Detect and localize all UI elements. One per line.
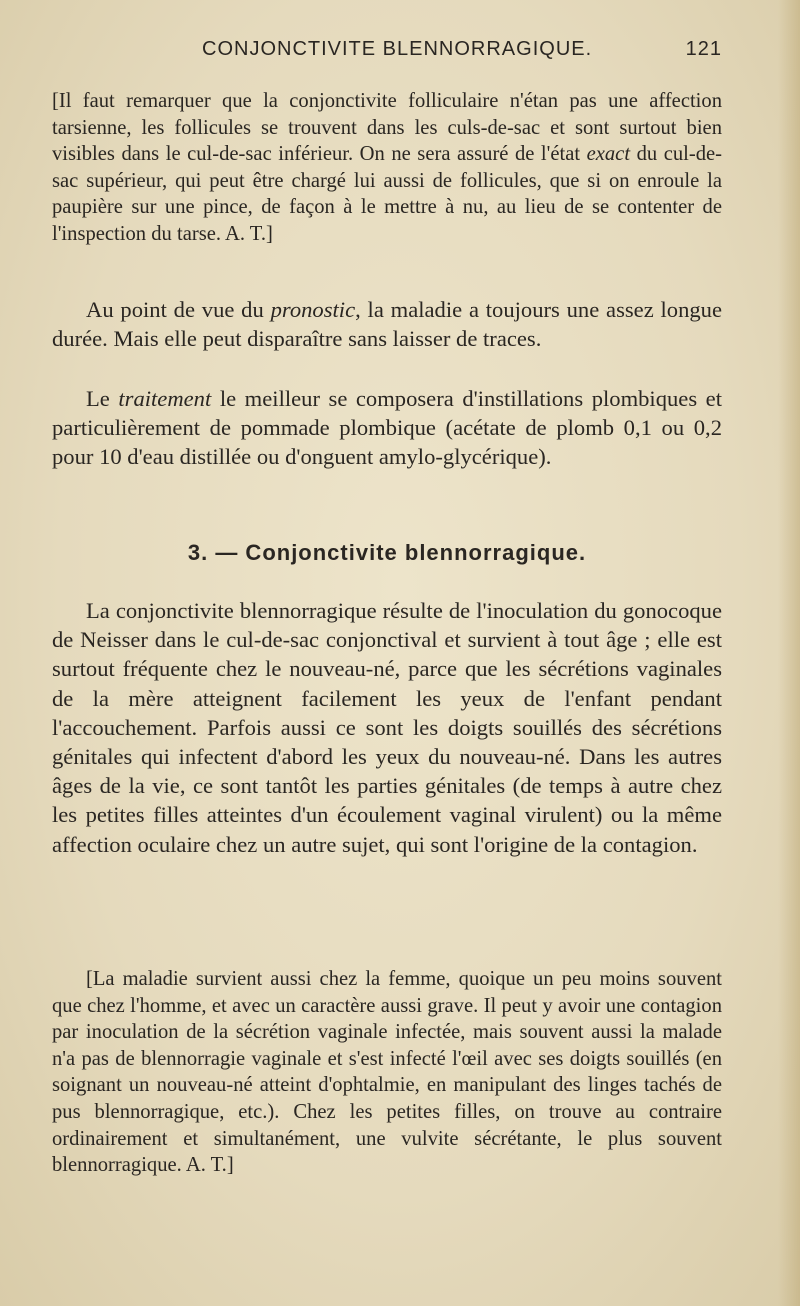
running-title: CONJONCTIVITE BLENNORRAGIQUE. [202, 38, 593, 60]
paragraph-traitement [52, 384, 722, 472]
editor-note-follicular [52, 88, 722, 248]
book-page [52, 0, 722, 1306]
note1-text-start: [Il faut remarquer que la conjonctivite folliculaire n'étan pas une affection tarsienne, les follicules se trouvent dans les culs-de-sac et sont surtout bien visibles dans le cul-de-sac inférieur. On ne sera assuré de l'état [52, 90, 722, 166]
editor-note-femme: [La maladie survient aussi chez la femme, quoique un peu moins souvent que chez l'homme, et avec un caractère aussi grave. Il peut y avoir une contagion par inoculation de la sécrétion vaginale infectée, mais souvent aussi la malade n'a pas de blennorragie vaginale et s'est infecté l'œil avec ses doigts souillés (en soignant un nouveau-né atteint d'ophtalmie, en manipulant des linges tachés de pus blennorragique, etc.). Chez les petites filles, on trouve au contraire ordinairement et simultanément, une vulvite sécrétante, le plus souvent blennorragique. A. T.] [52, 968, 722, 1177]
traitement-text-start: Le [86, 386, 119, 411]
paragraph-main: La conjonctivite blennorragique résulte de l'inoculation du gonocoque de Neisser dans le cul-de-sac conjonctival et survient à tout âge ; elle est surtout fréquente chez le nouveau-né, parce que les sécrétions vaginales de la mère atteignent facilement les yeux de l'enfant pendant l'accouchement. Parfois aussi ce sont les doigts souillés des sécrétions génitales qui infectent d'abord les yeux du nouveau-né. Dans les autres âges de la vie, ce sont tantôt les parties génitales (de temps à autre chez les petites filles atteintes d'un écoulement vaginal virulent) ou la même affection oculaire chez un autre sujet, qui sont l'origine de la contagion. [52, 598, 722, 857]
running-head [52, 38, 722, 72]
traitement-text-end: le meilleur se composera d'instillations plombiques et particulièrement de pommade plombique (acétate de plomb 0,1 ou 0,2 pour 10 d'eau distillée ou d'onguent amylo-glycérique). [52, 386, 722, 470]
page-number: 121 [685, 38, 722, 60]
section-heading: 3. — Conjonctivite blennorragique. [187, 540, 587, 565]
pronostic-emphasis: pronostic [270, 297, 356, 322]
page-edge-shadow [778, 0, 800, 1306]
pronostic-text-start: Au point de vue du [86, 297, 271, 322]
pronostic-text-end: , la maladie a toujours une assez longue durée. Mais elle peut disparaître sans laisser de traces. [52, 297, 723, 352]
traitement-emphasis: traitement [118, 386, 212, 411]
paragraph-pronostic [52, 295, 722, 353]
note1-emphasis: exact [586, 143, 631, 166]
note1-text-end: du cul-de-sac supérieur, qui peut être chargé lui aussi de follicules, que si on enroule la paupière sur une pince, de façon à le mettre à nu, au lieu de se contenter de l'inspection du tarse. A. T.] [52, 143, 723, 245]
